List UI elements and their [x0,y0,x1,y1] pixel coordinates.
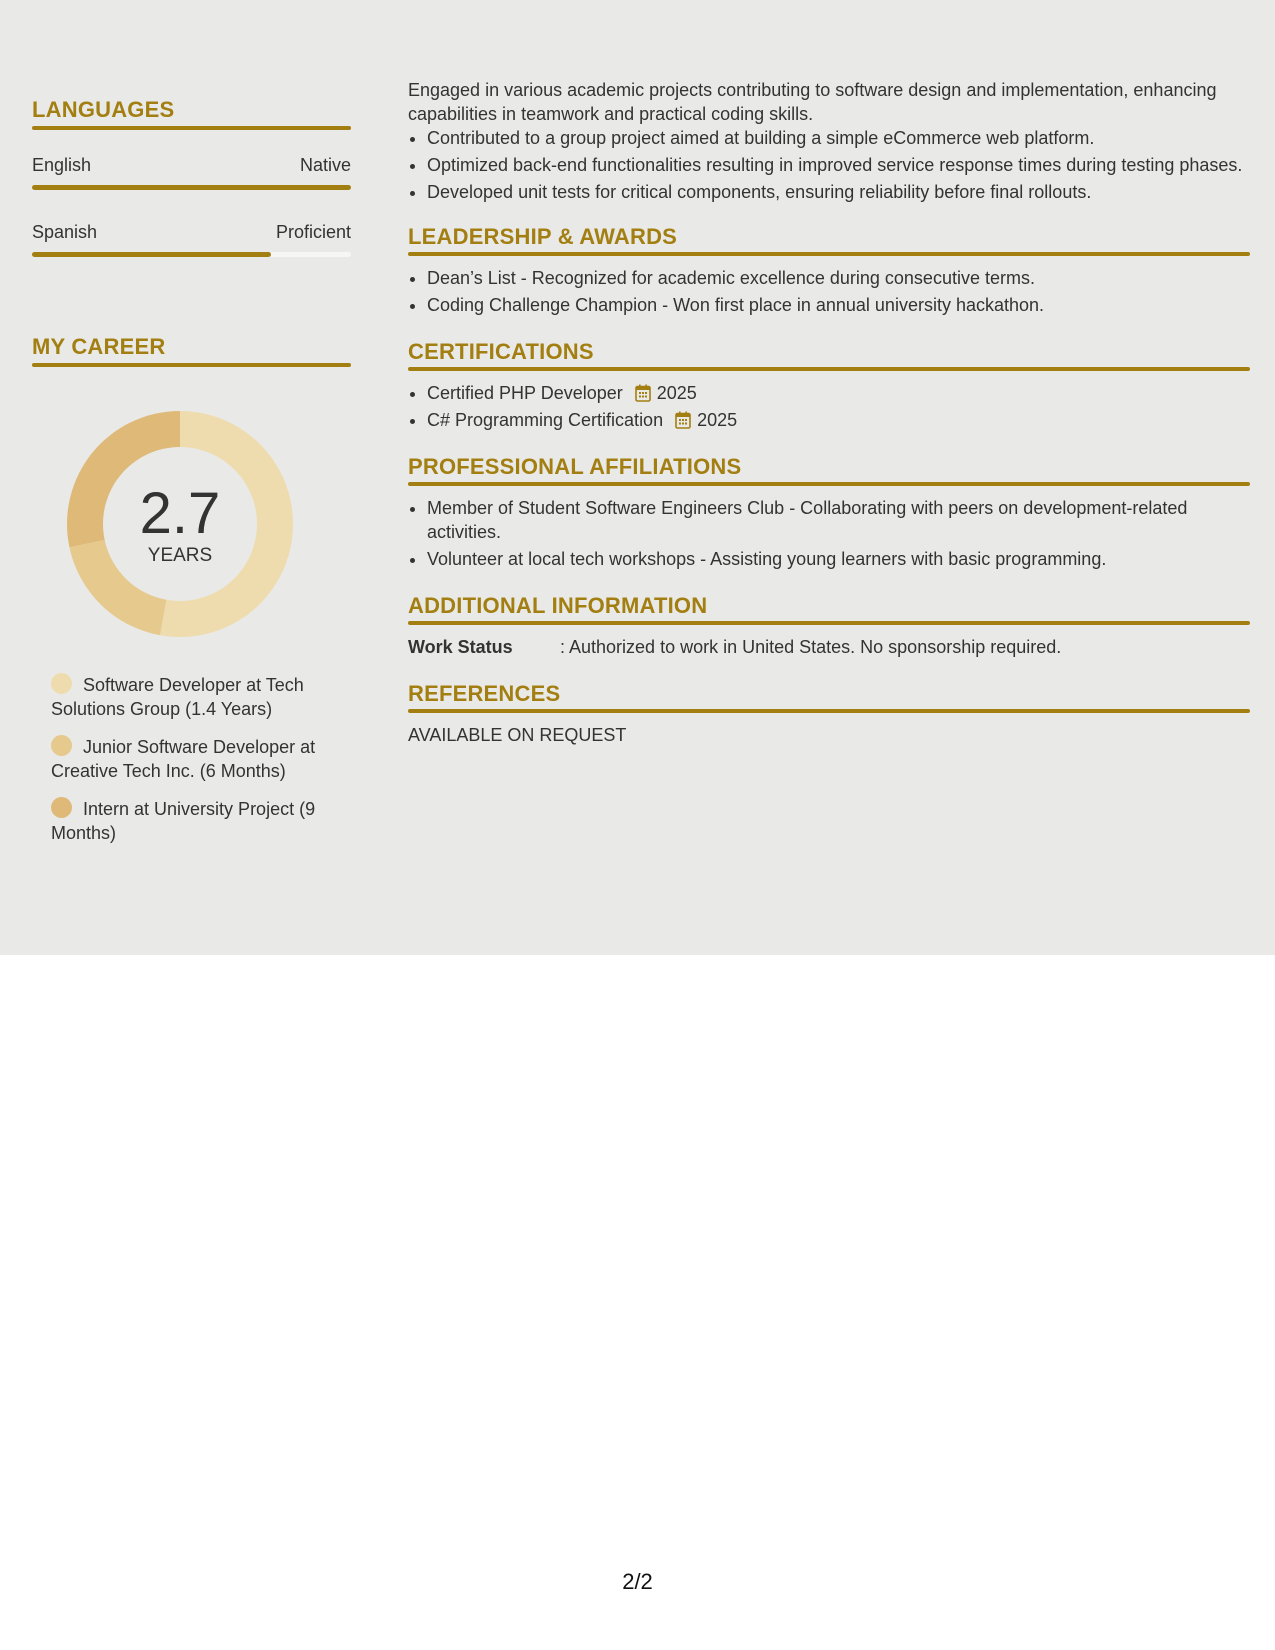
career-title: MY CAREER [32,334,166,359]
work-status-label: Work Status [408,637,513,657]
language-bar [32,185,351,190]
certification-year: 2025 [656,383,697,403]
languages-section [32,95,351,257]
work-status-value: : Authorized to work in United States. No sponsorship required. [560,637,1062,657]
right-column [408,78,1250,747]
legend-dot-icon [51,735,72,756]
affiliations-title: PROFESSIONAL AFFILIATIONS [408,454,742,479]
experience-bullet: • Developed unit tests for critical components, ensuring reliability before final rollouts. [427,180,1250,204]
languages-title: LANGUAGES [32,97,175,122]
additional-info-title: ADDITIONAL INFORMATION [408,593,708,618]
leadership-item: • Dean’s List - Recognized for academic excellence during consecutive terms. [427,266,1250,290]
legend-label: Junior Software Developer at Creative Tech Inc. (6 Months) [51,737,316,781]
career-legend [32,673,351,845]
career-legend-item [51,797,351,845]
career-years-unit: YEARS [147,545,213,566]
certifications-title: CERTIFICATIONS [408,339,594,364]
affiliations-rule [408,482,1250,486]
career-donut-chart [67,411,293,637]
leadership-list [408,266,1250,317]
legend-dot-icon [51,673,72,694]
legend-dot-icon [51,797,72,818]
language-name: English [32,155,92,175]
legend-label: Software Developer at Tech Solutions Group (1.4 Years) [51,675,304,719]
experience-intro: Engaged in various academic projects contributing to software design and implementation, enhancing capabilities in teamwork and practical coding skills. [408,80,1217,124]
affiliations-list [408,496,1250,571]
leadership-item: • Coding Challenge Champion - Won first place in annual university hackathon. [427,293,1250,317]
language-bar [32,252,351,257]
references-text: AVAILABLE ON REQUEST [408,725,627,745]
experience-continued-section [408,78,1250,204]
affiliation-item: • Member of Student Software Engineers Club - Collaborating with peers on development-related activities. [427,496,1250,544]
language-item [32,220,351,257]
career-section [32,332,351,845]
experience-bullet: • Optimized back-end functionalities resulting in improved service response times during testing phases. [427,153,1250,177]
page-number: 2/2 [622,1569,653,1594]
certifications-rule [408,367,1250,371]
leadership-rule [408,252,1250,256]
legend-label: Intern at University Project (9 Months) [51,799,316,843]
additional-info-section [408,591,1250,659]
references-title: REFERENCES [408,681,561,706]
certification-year: 2025 [697,410,738,430]
certifications-list [408,381,1250,432]
left-column [32,95,351,859]
donut-center [67,411,293,637]
certifications-section [408,337,1250,432]
language-bar-fill [32,185,351,190]
career-legend-item [51,673,351,721]
calendar-icon [635,384,651,402]
language-name: Spanish [32,222,98,242]
certification-name: C# Programming Certification [427,410,664,430]
calendar-icon [675,411,691,429]
additional-info-rule [408,621,1250,625]
language-bar-fill [32,252,271,257]
languages-rule [32,126,351,130]
references-rule [408,709,1250,713]
language-level: Native [299,155,351,175]
leadership-title: LEADERSHIP & AWARDS [408,224,678,249]
experience-bullet: • Contributed to a group project aimed at building a simple eCommerce web platform. [427,126,1250,150]
affiliation-item: • Volunteer at local tech workshops - Assisting young learners with basic programming. [427,547,1250,571]
language-level: Proficient [275,222,351,242]
references-section [408,679,1250,747]
leadership-section [408,222,1250,317]
career-legend-item [51,735,351,783]
certification-item [427,408,1250,432]
certification-name: Certified PHP Developer [427,383,623,403]
career-total-years: 2.7 [139,481,221,546]
language-item [32,153,351,190]
affiliations-section [408,452,1250,571]
certification-item [427,381,1250,405]
career-rule [32,363,351,367]
experience-bullets [408,126,1250,204]
work-status-row [408,635,1250,659]
